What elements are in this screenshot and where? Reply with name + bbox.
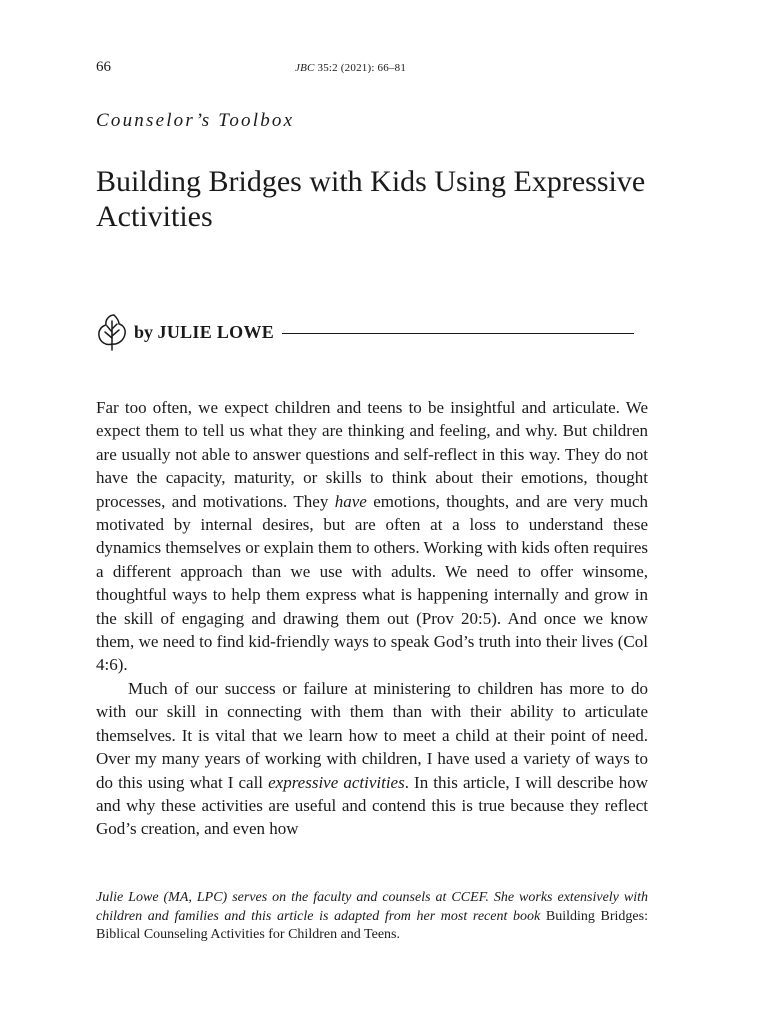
byline-rule	[282, 333, 634, 334]
page-number: 66	[96, 59, 111, 75]
article-body	[96, 396, 648, 841]
footnote-bio: Julie Lowe (MA, LPC) serves on the faculty and counsels at CCEF. She works extensively with children and families and this article is adapted from her most recent book	[96, 890, 648, 924]
paragraph-2-text-b: . In this article, I will describe how and why these activities are useful and contend this is true because they reflect God’s creation, and even how	[96, 772, 648, 839]
paragraph-2	[96, 677, 648, 841]
paragraph-1-emphasis: have	[334, 491, 367, 511]
paragraph-2-text-a: Much of our success or failure at ministering to children has more to do with our skill in connecting with them than with their ability to articulate themselves. It is vital that we learn how to meet a child at their point of need. Over my many years of working with children, I have used a variety of ways to do this using what I call	[96, 678, 648, 792]
leaf-icon	[96, 312, 128, 352]
article-title: Building Bridges with Kids Using Expressive Activities	[96, 165, 646, 233]
journal-citation: 35:2 (2021): 66–81	[314, 62, 407, 74]
byline-text	[134, 322, 274, 343]
running-head	[295, 62, 406, 74]
footnote-book-title: Building Bridges: Biblical Counseling Activities for Children and Teens.	[96, 908, 648, 942]
byline	[96, 312, 656, 352]
journal-abbrev: JBC	[295, 62, 315, 74]
paragraph-2-emphasis: expressive activities	[268, 772, 405, 792]
author-name: JULIE LOWE	[157, 321, 275, 342]
paragraph-1-text-b: emotions, thoughts, and are very much motivated by internal desires, but are often at a loss to understand these dynamics themselves or explain them to others. Working with kids often requires a different approach than we use with adults. We need to offer winsome, thoughtful ways to help them express what is happening internally and grow in the skill of engaging and drawing them out (Prov 20:5). And once we know them, we need to find kid-friendly ways to speak God’s truth into their lives (Col 4:6).	[96, 491, 648, 675]
section-label: Counselor’s Toolbox	[96, 110, 295, 131]
paragraph-1-text-a: Far too often, we expect children and teens to be insightful and articulate. We expect them to tell us what they are thinking and feeling, and why. But children are usually not able to answer questions and self-reflect in this way. They do not have the capacity, maturity, or skills to think about their emotions, thought processes, and motivations. They	[96, 398, 648, 511]
byline-by: by	[134, 321, 154, 342]
author-footnote	[96, 889, 648, 945]
paragraph-1	[96, 396, 648, 677]
